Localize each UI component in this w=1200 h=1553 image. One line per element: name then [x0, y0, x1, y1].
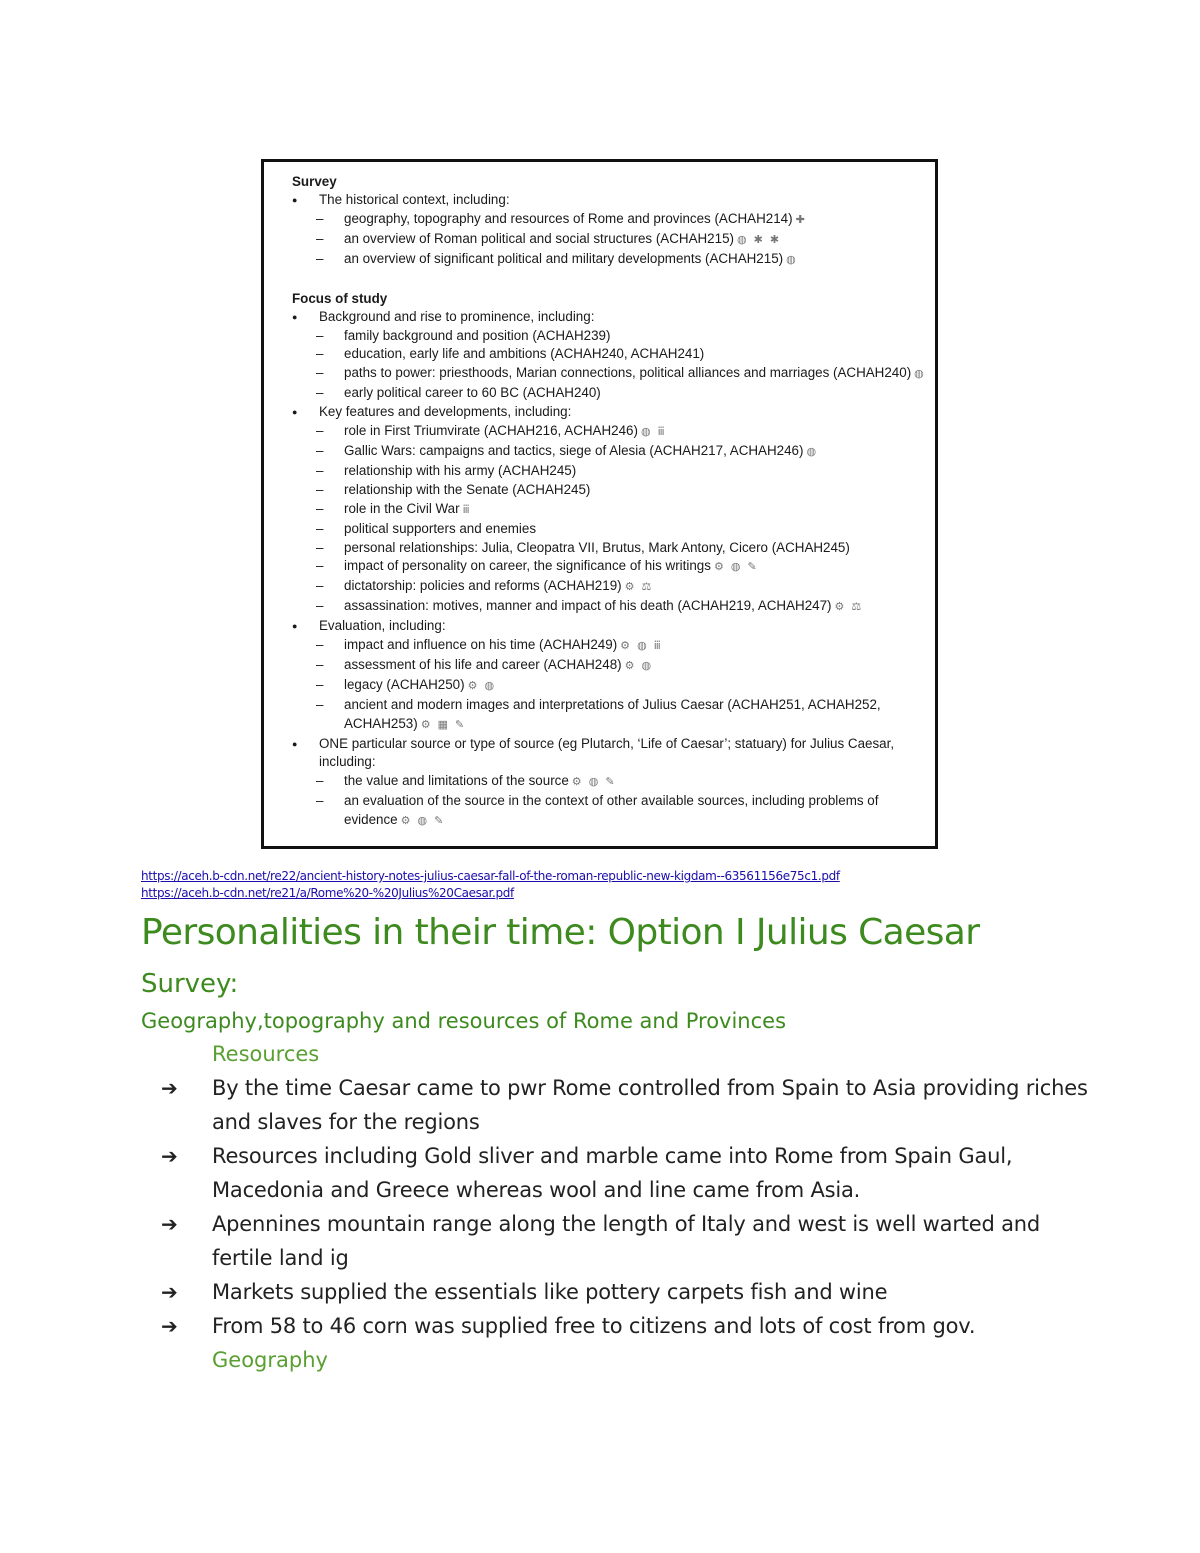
syllabus-item-icons: ◍ ⅲ	[640, 426, 667, 439]
list-item-text: By the time Caesar came to pwr Rome controlled from Spain to Asia providing riches and slaves for the regions	[212, 1076, 1088, 1134]
syllabus-item-text: relationship with his army (ACHAH245)	[344, 462, 577, 478]
source-link-1[interactable]: https://aceh.b-cdn.net/re22/ancient-history-notes-julius-caesar-fall-of-the-roman-republic-new-kigdam--63561156e75c1.pdf	[141, 869, 840, 883]
syllabus-item-text: role in the Civil War	[344, 500, 460, 516]
syllabus-item	[292, 539, 932, 558]
syllabus-item-text: ancient and modern images and interpretations of Julius Caesar (ACHAH251, ACHAH252, ACHAH253)	[344, 696, 881, 731]
syllabus-item-icons: ⚙ ▦ ✎	[420, 718, 467, 731]
syllabus-item	[292, 327, 932, 346]
syllabus-item	[292, 230, 932, 250]
syllabus-bullet: ● Background and rise to prominence, including:	[292, 308, 932, 327]
syllabus-item	[292, 520, 932, 539]
syllabus-item-text: an overview of significant political and military developments (ACHAH215)	[344, 250, 784, 266]
syllabus-item	[292, 500, 932, 520]
syllabus-item	[292, 676, 932, 696]
arrow-icon: ➔	[161, 1280, 178, 1304]
syllabus-item	[292, 442, 932, 462]
geography-topography-heading: Geography,topography and resources of Rome and Provinces	[141, 1009, 787, 1033]
syllabus-focus-heading: Focus of study	[292, 290, 388, 306]
syllabus-item	[292, 557, 932, 577]
arrow-icon: ➔	[161, 1076, 178, 1100]
arrow-icon: ➔	[161, 1314, 178, 1338]
syllabus-item-text: political supporters and enemies	[344, 520, 537, 536]
syllabus-item-text: family background and position (ACHAH239)	[344, 327, 611, 343]
syllabus-item	[292, 345, 932, 364]
syllabus-item-icons: ⚙ ◍ ✎	[400, 815, 446, 828]
list-item-text: Markets supplied the essentials like pottery carpets fish and wine	[212, 1280, 888, 1304]
syllabus-item-icons: ⚙ ◍ ✎	[713, 561, 759, 574]
syllabus-item	[292, 250, 932, 270]
syllabus-item-text: assessment of his life and career (ACHAH248)	[344, 656, 622, 672]
syllabus-item	[292, 364, 932, 384]
syllabus-bullet: ● The historical context, including:	[292, 191, 932, 210]
syllabus-item-icons: ⚙ ◍ ✎	[571, 776, 617, 789]
syllabus-survey-heading: Survey	[292, 174, 337, 189]
syllabus-bullet: ● Key features and developments, including:	[292, 403, 932, 422]
syllabus-item	[292, 462, 932, 481]
syllabus-item-icons: ⅲ	[462, 503, 472, 516]
notes	[141, 908, 1141, 1377]
syllabus-content	[292, 172, 932, 831]
resources-list	[141, 1071, 1141, 1343]
syllabus-item-text: role in First Triumvirate (ACHAH216, ACHAH246)	[344, 423, 638, 439]
resources-heading: Resources	[212, 1042, 320, 1066]
arrow-icon: ➔	[161, 1144, 178, 1168]
syllabus-item-text: an overview of Roman political and social structures (ACHAH215)	[344, 230, 734, 246]
syllabus-item-text: Gallic Wars: campaigns and tactics, siege of Alesia (ACHAH217, ACHAH246)	[344, 442, 804, 458]
source-link-2[interactable]: https://aceh.b-cdn.net/re21/a/Rome%20-%20Julius%20Caesar.pdf	[141, 886, 514, 900]
list-item-text: Apennines mountain range along the length of Italy and west is well warted and fertile land ig	[212, 1212, 1041, 1270]
syllabus-item	[292, 656, 932, 676]
syllabus-item-icons: ✚	[795, 213, 807, 226]
list-item	[141, 1071, 1092, 1139]
list-item-text: From 58 to 46 corn was supplied free to citizens and lots of cost from gov.	[212, 1314, 976, 1338]
syllabus-item-text: paths to power: priesthoods, Marian connections, political alliances and marriages (ACHAH240)	[344, 365, 912, 381]
syllabus-item	[292, 384, 932, 403]
source-links	[141, 868, 840, 902]
syllabus-item-text: early political career to 60 BC (ACHAH240)	[344, 385, 601, 401]
syllabus-item-text: geography, topography and resources of Rome and provinces (ACHAH214)	[344, 210, 793, 226]
syllabus-item	[292, 577, 932, 597]
geography-heading: Geography	[212, 1348, 328, 1372]
syllabus-item-text: legacy (ACHAH250)	[344, 676, 465, 692]
syllabus-item	[292, 597, 932, 617]
syllabus-item-icons: ⚙ ◍	[624, 659, 654, 672]
syllabus-item-icons: ⚙ ⚖	[624, 581, 654, 594]
arrow-icon: ➔	[161, 1212, 178, 1236]
list-item	[141, 1207, 1092, 1275]
syllabus-item-text: personal relationships: Julia, Cleopatra VII, Brutus, Mark Antony, Cicero (ACHAH245)	[344, 539, 850, 555]
page-title: Personalities in their time: Option I Julius Caesar	[141, 912, 980, 953]
survey-heading: Survey:	[141, 969, 239, 999]
syllabus-item-text: an evaluation of the source in the context of other available sources, including problems of evidence	[344, 793, 879, 828]
syllabus-item	[292, 636, 932, 656]
list-item-text: Resources including Gold sliver and marble came into Rome from Spain Gaul, Macedonia and Greece whereas wool and line came from Asia.	[212, 1144, 1013, 1202]
syllabus-item	[292, 792, 932, 831]
syllabus-item-text: impact of personality on career, the significance of his writings	[344, 558, 711, 574]
syllabus-item-icons: ⚙ ◍ ⅲ	[620, 640, 663, 653]
syllabus-item-icons: ⚙ ◍	[467, 679, 497, 692]
syllabus-item-text: relationship with the Senate (ACHAH245)	[344, 481, 591, 497]
syllabus-item	[292, 696, 932, 735]
syllabus-item-icons: ◍	[786, 253, 798, 266]
syllabus-image	[261, 159, 938, 849]
list-item	[141, 1309, 1092, 1343]
syllabus-item-icons: ◍	[806, 445, 819, 458]
syllabus-item	[292, 210, 932, 230]
syllabus-item-text: assassination: motives, manner and impact of his death (ACHAH219, ACHAH247)	[344, 598, 832, 614]
syllabus-bullet: ● ONE particular source or type of source (eg Plutarch, ‘Life of Caesar’; statuary) for Julius Caesar, including:	[292, 735, 932, 773]
syllabus-item-text: dictatorship: policies and reforms (ACHAH219)	[344, 578, 622, 594]
syllabus-item	[292, 772, 932, 792]
syllabus-item-icons: ⚙ ⚖	[834, 601, 864, 614]
list-item	[141, 1275, 1092, 1309]
syllabus-item-text: the value and limitations of the source	[344, 773, 569, 789]
syllabus-item-icons: ◍ ✱ ✱	[736, 233, 782, 246]
list-item	[141, 1139, 1092, 1207]
syllabus-item-text: impact and influence on his time (ACHAH249)	[344, 637, 618, 653]
syllabus-item-text: education, early life and ambitions (ACHAH240, ACHAH241)	[344, 346, 705, 362]
syllabus-bullet: ● Evaluation, including:	[292, 617, 932, 636]
syllabus-item-icons: ◍	[914, 368, 926, 381]
syllabus-item	[292, 481, 932, 500]
syllabus-item	[292, 422, 932, 442]
